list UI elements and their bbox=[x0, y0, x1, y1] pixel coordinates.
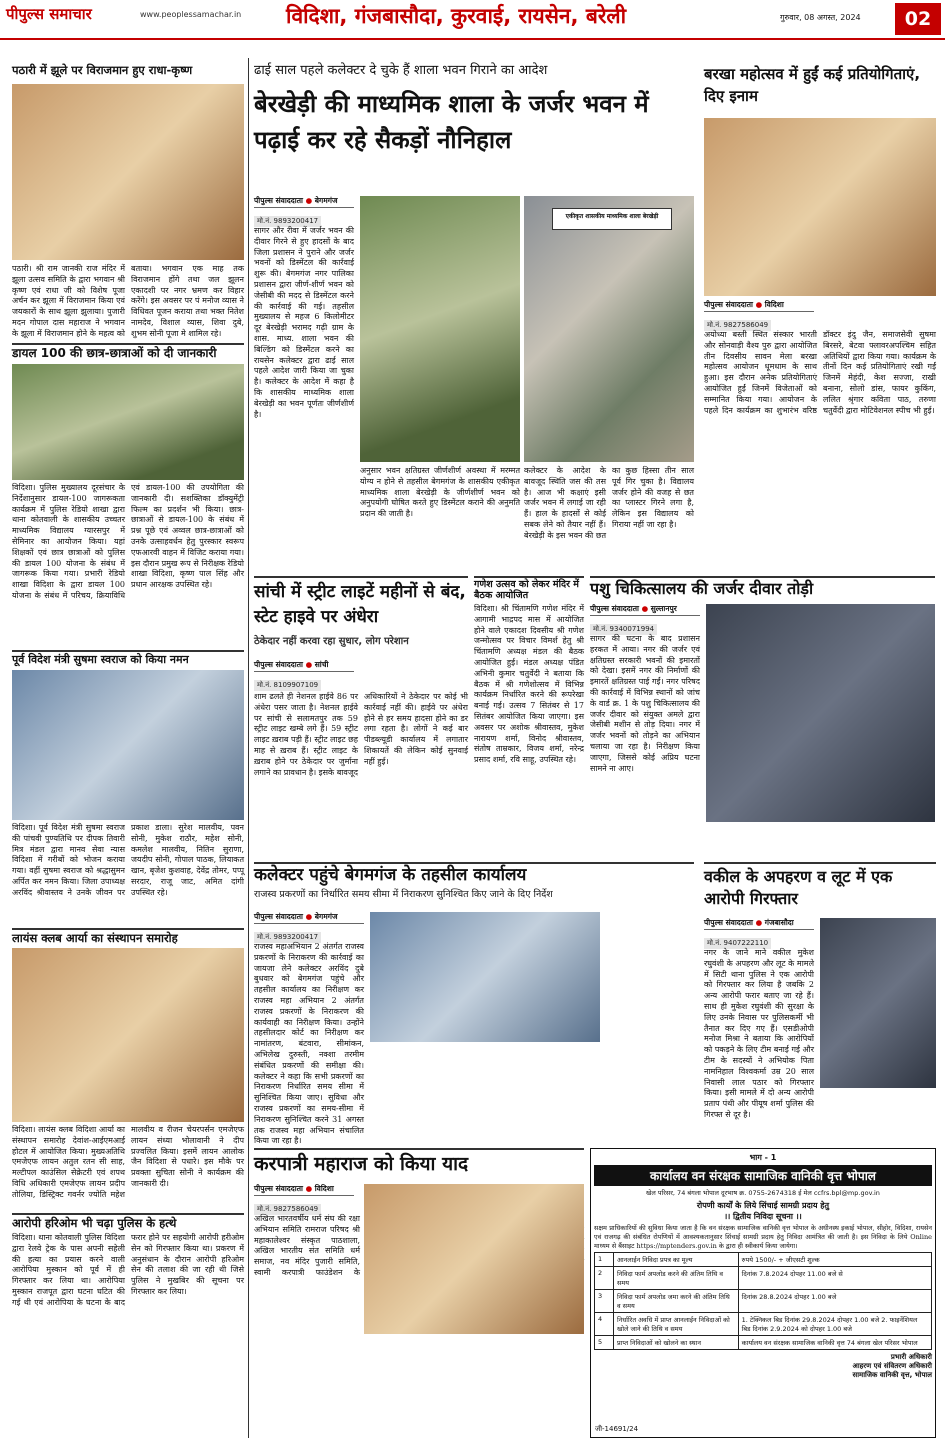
sanchi-mobile: मो.नं. 8109907109 bbox=[254, 680, 321, 691]
ganesh-body: विदिशा। श्री चिंतामणि गणेश मंदिर में आगामी भाद्रपद मास में आयोजित होने वाले एकादश दिवसीय श्री गणेश जन्मोत्सव पर विचार विमर्श हेतु श्री चिंतामणि अध्यक्ष मंडल की बैठक आयोजित हुई। मंडल अध्यक्ष पंडित अभिनी कुमार चतुर्वेदी ने बताया कि बैठक में श्री गणेशोत्सव में विभिन्न कार्यक्रम निर्धारित करने की रूपरेखा बनाई गई। उत्सव 7 सितंबर से 17 सितंबर आयोजित किया जाएगा। इस अवसर पर अशोक श्रीवास्तव, मुकेश नारायण शर्मा, विनोद श्रीवास्तव, संतोष ताम्रकार, विजय शर्मा, नरेन्द्र प्रसाद शर्मा, रवि साहू, उपस्थित रहे। bbox=[474, 604, 584, 765]
barkha-mobile: मो.नं. 9827586049 bbox=[704, 320, 771, 331]
karpatri-photo bbox=[364, 1184, 584, 1334]
edition-date: गुरुवार, 08 अगस्त, 2024 bbox=[780, 13, 861, 22]
masthead bbox=[0, 0, 945, 40]
barkha-headline: बरखा महोत्सव में हुईं कई प्रतियोगिताएं, दिए इनाम bbox=[704, 65, 921, 105]
tender-row bbox=[595, 1336, 932, 1350]
tender-row-label: निर्धारित अवधि में प्राप्त आनलाईन निविदाओं को खोले जाने की तिथि व समय bbox=[614, 1313, 739, 1336]
lead-body-2: अनुसार भवन क्षतिग्रस्त जीर्णशीर्ण अवस्था में मरम्मत योग्य न होने से तहसील बेगमगंज के शासकीय एकीकृत माध्यमिक शाला बेरखेड़ी के जीर्णशीर्ण भवन को अनुपयोगी घोषित करते हुए डिस्मेंटल कराने की अनुमति प्रदान की जाती है। bbox=[360, 466, 520, 519]
s4-headline: लायंस क्लब आर्या का संस्थापन समारोह bbox=[12, 928, 244, 945]
tender-row bbox=[595, 1267, 932, 1290]
lead-body-1: सागर और रीवा में जर्जर भवन की दीवार गिरने से हुए हादसों के बाद जिला प्रशासन ने पुराने और जर्जर भवनों को डिस्मेंटल की कार्रवाई शुरू की। बेगमगंज नगर पालिका प्रशासन द्वारा जीर्ण-शीर्ण भवन को जेसीबी की मदद से डिस्मेंटल करने की कार्रवाई की गई। तहसील मुख्यालय से महज 6 किलोमीटर दूर बेरखेड़ी भरामद गढ़ी ग्राम के शास. माध्य. शाला भवन की बिल्डिंग को डिस्मेंटल करने का रायसेन कलेक्टर द्वारा ढाई साल पहले आदेश जारी किया जा चुका है। कलेक्टर के आदेश में कहा है कि शासकीय माध्यमिक शाला बेरखेड़ी का भवन पूर्णतः जीर्णशीर्ण है। bbox=[254, 226, 354, 419]
tender-row-label: प्राप्त निविदाओं को खोलने का स्थान bbox=[614, 1336, 739, 1350]
sanchi-subhead: ठेकेदार नहीं करवा रहा सुधार, लोग परेशान bbox=[254, 636, 409, 647]
sanchi-byline-block bbox=[254, 660, 354, 691]
barkha-byline-block bbox=[704, 300, 814, 331]
tender-row-value: दिनांक 28.8.2024 दोपहर 1.00 बजे bbox=[738, 1290, 931, 1313]
tender-row bbox=[595, 1313, 932, 1336]
site-url[interactable]: www.peoplessamachar.in bbox=[140, 10, 242, 19]
tender-notice bbox=[590, 1148, 936, 1438]
barkha-body: अयोध्या बस्ती स्थित संस्कार भारती और सोनवाड़ी वैश्य पुरु द्वारा आयोजित तीन दिवसीय सावन मेला बरखा महोत्सव आयोजन धूमधाम के साथ हुआ। इस दौरान अनेक प्रतियोगिताएं आयोजित हुईं जिनमें विजेताओं को सम्मानित किया गया। आयोजन के पहले दिन कार्यक्रम का शुभारंभ वरिष्ठ डॉक्टर इंदु जैन, समाजसेवी सुषमा बिरसरे, बेटवा फ्लावरअपश्चिम सहित अतिथियों द्वारा किया गया। कार्यक्रम के तीनों दिन कई प्रतियोगिताएं रखी गईं जिनमें मेहंदी, केश सज्जा, राखी बनाना, सोलो डांस, फायर कुकिंग, ललित श्रृंगार कविता पाठ, तरुणा चतुर्वेदी द्वारा मोटिवेशनल स्पीच भी हुई। bbox=[704, 330, 936, 415]
karpatri-body: अखिल भारतवर्षीय धर्म संघ की रक्षा अभियान समिति रामराज परिषद श्री महाकालेश्वर संस्कृत पाठशाला, अखिल भारतीय संत समिति धर्म समाज, नव मंदिर पुजारी समिति, स्वामी करपात्री फाउंडेशन के bbox=[254, 1214, 360, 1277]
s1-photo-radha-krishna bbox=[12, 84, 244, 260]
tender-notice-subtitle: ।। द्वितीय निविदा सूचना ।। bbox=[724, 1212, 802, 1221]
tender-ref: जी-14691/24 bbox=[595, 1425, 639, 1433]
tender-row-value: दिनांक 7.8.2024 दोपहर 11.00 बजे से bbox=[738, 1267, 931, 1290]
tender-notice-title: रोपणी कार्यों के लिये सिंचाई सामग्री प्रदाय हेतु bbox=[696, 1201, 830, 1210]
sanchi-headline: सांची में स्ट्रीट लाइटें महीनों से बंद, स्टेट हाइवे पर अंधेरा bbox=[254, 576, 468, 629]
tender-row-number: 3 bbox=[595, 1290, 614, 1313]
lead-mobile: मो.नं. 9893200417 bbox=[254, 216, 321, 227]
tender-row-number: 1 bbox=[595, 1253, 614, 1267]
sanchi-byline: पीपुल्स संवाददाता ● सांची bbox=[254, 660, 354, 672]
barkha-byline: पीपुल्स संवाददाता ● विदिशा bbox=[704, 300, 814, 312]
lead-byline: पीपुल्स संवाददाता ● बेगमगंज bbox=[254, 196, 354, 208]
s5-body: विदिशा। थाना कोतवाली पुलिस विदिशा द्वारा रेलवे ट्रेक के पास अपनी सहेली की हत्या का प्रयास करने वाली आरोपिया मुस्कान को पूर्व में ही गिरफ्तार कर लिया था। आरोपिया मुस्कान राजपूत द्वारा घटना घटित की गई थी एवं आरोपिया के घटना के बाद फरार होने पर सहयोगी आरोपी हरीओम सेन को गिरफ्तार किया था। प्रकरण में अनुसंधान के दौरान आरोपी हरिओम सेन की तलाश की जा रही थी जिसे पुलिस ने मुखबिर की सूचना पर गिरफ्तार कर लिया। bbox=[12, 1233, 244, 1307]
karpatri-byline: पीपुल्स संवाददाता ● विदिशा bbox=[254, 1184, 354, 1196]
karpatri-byline-block bbox=[254, 1184, 354, 1215]
vakil-byline-block bbox=[704, 918, 814, 949]
tehsil-mobile: मो.नं. 9893200417 bbox=[254, 932, 321, 943]
tender-table bbox=[594, 1252, 932, 1350]
tender-row-label: निविदा फार्म अपलोड जमा करने की अंतिम तिथि व समय bbox=[614, 1290, 739, 1313]
tender-row-number: 5 bbox=[595, 1336, 614, 1350]
karpatri-mobile: मो.नं. 9827586049 bbox=[254, 1204, 321, 1215]
s4-body: विदिशा। लायंस क्लब विदिशा आर्या का संस्थापन समारोह देवांश-आईएमआई होटल में आयोजित किया। मुख्यअतिथि एमजेएफ लायन अतुल रतन सी साह, मल्टीपल काउंसिल सेक्रेटरी एवं शपथ विधि अधिकारी एमजेएफ लायन प्रदीप तोलिया, डिस्ट्रिक्ट गवर्नर ज्योति महेश मालवीय व रीजन चेयरपर्सन एमजेएफ लायन संध्या भोलावानी ने दीप प्रज्वलित किया। इसमें लायन आलोक जैन विदिशा से पधारे। इस मौके पर प्रवक्ता सुचिता सोनी ने कार्यक्रम की जानकारी दी। bbox=[12, 1125, 244, 1199]
tender-signature: प्रभारी अधिकारी आहरण एवं संवितरण अधिकारी सामाजिक वानिकी वृत्त, भोपाल bbox=[852, 1353, 932, 1380]
pashu-mobile: मो.नं. 9340071994 bbox=[590, 624, 657, 635]
sanchi-body: शाम ढलते ही नेशनल हाईवे 86 पर अंधेरा पसर जाता है। नेशनल हाईवे पर सांची से सलामतपुर तक 59 स्ट्रीट लाइट खम्बे लगे हैं। 59 स्ट्रीट लाइट ख़राब पड़ी हैं। स्ट्रीट लाइट छह माह से ख़राब हैं। स्ट्रीट लाइट के ख़राब होने पर ठेकेदार पर जुर्माना लगाने का प्रावधान है। इसके बावजूद अधिकारियों ने ठेकेदार पर कोई भी कार्रवाई नहीं की। हाईवे पर अंधेरा होने से हर समय हादसा होने का डर लगा रहता है। लोगों ने कई बार पीडब्ल्यूडी कार्यालय में लगातार शिकायतें की लेकिन कोई सुनवाई नहीं हुई। bbox=[254, 692, 468, 777]
lead-photo-school bbox=[524, 196, 694, 462]
tender-title: कार्यालय वन संरक्षक सामाजिक वानिकी वृत्त भोपाल bbox=[594, 1165, 932, 1186]
vakil-photo-police bbox=[820, 918, 936, 1088]
tender-row-value: 1. टेक्निकल बिड दिनांक 29.8.2024 दोपहर 1.00 बजे 2. फाइनेंशियल बिड दिनांक 2.9.2024 को दोपहर 1.00 बजे bbox=[738, 1313, 931, 1336]
s2-body: विदिशा। पुलिस मुख्यालय दूरसंचार के निर्देशानुसार डायल-100 जागरूकता कार्यक्रम में पुलिस रेडियो शाखा द्वारा थाना कोतवाली के शासकीय उच्चतर माध्यमिक विद्यालय ग्यारसपुर में सेमिनार का आयोजन किया। यहां शिक्षकों एवं छात्र छात्राओं को पुलिस की डायल 100 योजना के संबंध में जागरूक किया गया। प्रभारी रेडियो शाखा विदिशा के द्वारा डायल 100 योजना के संबंध में परिचय, क्रियाविधि एवं डायल-100 की उपयोगिता की जानकारी दी। सशक्तिका डॉक्युमेंट्री फिल्म का प्रदर्शन भी किया। छात्र-छात्राओं से डायल-100 के संबंध में प्रश्न पूछे एवं अव्वल छात्र-छात्राओं को उनके उत्साहवर्धन हेतु पुरस्कार स्वरूप एफआरवी वाहन में विजिट कराया गया। इस दौरान प्रमुख रूप से निरीक्षक रेडियो शाखा विदिशा, कृष्ण पाल सिंह और प्रधान आरक्षक उपस्थित रहे। bbox=[12, 483, 244, 600]
tender-row-value: रुपये 1500/- + जीएसटी शुल्क bbox=[738, 1253, 931, 1267]
pashu-photo-jcb bbox=[706, 604, 935, 822]
brand-logo: पीपुल्स समाचार bbox=[6, 5, 92, 23]
tender-row-number: 2 bbox=[595, 1267, 614, 1290]
tender-description: सक्षम प्राधिकारियों की सुविधा किया जाता है कि वन संरक्षक सामाजिक वानिकी वृत्त भोपाल के अधीनस्थ इकाई भोपाल, सीहोर, विदिशा, रायसेन एवं राजगढ़ की संबंधित रोपणियों में आवश्यकतानुसार सिंचाई सामग्री प्रदाय हेतु निविदा आमंत्रित की जाती है। इस निविदा के लिये Online माध्यम से बैंसाइट https://mptenders.gov.in के द्वारा ही स्वीकार्य किया जायेगा। bbox=[594, 1224, 932, 1250]
tehsil-photo-collector bbox=[370, 912, 600, 1042]
s1-body: पठारी। श्री राम जानकी राज मंदिर में झूला उत्सव समिति के द्वारा भगवान श्री कृष्ण एवं राधा जी को विशेष पूजा अर्चन कर झूला में विराजमान किया एवं जयकारों के साथ झूला झुलाया। पुजारी मदन गोपाल दास महाराज ने भगवान के झूला में विराजमान होने के महत्व को बताया। भगवान एक माह तक विराजमान होंगे तथा जल झूलन एकादशी पर नगर भ्रमण कर विहार करेंगे। इस अवसर पर पं मनोज व्यास ने विधिवत पूजन कराया तथा भक्त नितेश नामदेव, विशाल व्यास, शिवा दुबे, शुभम सोनी पूजा मे शामिल रहे। bbox=[12, 264, 244, 338]
pashu-headline: पशु चिकित्सालय की जर्जर दीवार तोड़ी bbox=[590, 576, 935, 598]
tender-row bbox=[595, 1290, 932, 1313]
s5-headline: आरोपी हरिओम भी चढ़ा पुलिस के हत्थे bbox=[12, 1213, 244, 1230]
vakil-mobile: मो.नं. 9407222110 bbox=[704, 938, 771, 949]
lead-photo-building bbox=[360, 196, 520, 462]
tehsil-body-extra bbox=[370, 1046, 694, 1138]
tender-address: खेल परिसर, 74 बंगला भोपाल दूरभाष क्र. 0755-2674318 ई मेल ccfrs.bpl@mp.gov.in bbox=[646, 1189, 880, 1197]
pashu-byline-block bbox=[590, 604, 700, 635]
lead-headline: बेरखेड़ी की माध्यमिक शाला के जर्जर भवन में पढ़ाई कर रहे सैकड़ों नौनिहाल bbox=[254, 90, 649, 154]
karpatri-headline: करपात्री महाराज को किया याद bbox=[254, 1148, 584, 1176]
s3-headline: पूर्व विदेश मंत्री सुषमा स्वराज को किया नमन bbox=[12, 650, 244, 667]
lead-body-3: कलेक्टर के आदेश के बावजूद स्थिति जस की तस है। आज भी कक्षाएं इसी जर्जर भवन में लगाई जा रही हैं। हाल के हादसों से कोई सबक लेने को तैयार नहीं हैं। बेरखेड़ी के इस भवन की छत का कुछ हिस्सा तीन साल पूर्व गिर चुका है। विद्यालय जर्जर होने की वजह से छत का प्लास्टर गिरने लगा है, लेकिन इस विद्यालय को गिराया नहीं जा रहा है। bbox=[524, 466, 694, 540]
page-number: 02 bbox=[895, 3, 941, 35]
vakil-headline: वकील के अपहरण व लूट में एक आरोपी गिरफ्तार bbox=[704, 862, 936, 911]
s2-photo-students bbox=[12, 364, 244, 480]
tender-row-label: निविदा फार्म अपलोड करने की अंतिम तिथि व समय bbox=[614, 1267, 739, 1290]
s1-headline: पठारी में झूले पर विराजमान हुए राधा-कृष्ण bbox=[12, 63, 193, 77]
lead-kicker: ढाई साल पहले कलेक्टर दे चुके हैं शाला भवन गिराने का आदेश bbox=[254, 63, 548, 78]
pashu-byline: पीपुल्स संवाददाता ● सुल्तानपुर bbox=[590, 604, 700, 616]
tender-row-number: 4 bbox=[595, 1313, 614, 1336]
s3-body: विदिशा। पूर्व विदेश मंत्री सुषमा स्वराज की पांचवी पुण्यतिथि पर दीपक तिवारी मित्र मंडल द्वारा मानव सेवा न्यास विदिशा में गरीबों को भोजन कराया गया। वहीं सुषमा स्वराज को श्रद्धासुमन अर्पित कर नमन किया। जिला उपाध्यक्ष अरविंद श्रीवास्तव ने उनके जीवन पर प्रकाश डाला। सुरेश मालवीय, पवन सोनी, मुकेश राठौर, महेश सोनी, कमलेश मालवीय, नितिन सुराणा, जयदीप सोनी, गोपाल पाठक, लियाकत खान, बृजेश कुशवाह, देवेंद्र तोमर, पप्पू सरदार, राजू जाट, अमित दांगी उपस्थित रहे। bbox=[12, 823, 244, 897]
tehsil-byline-block bbox=[254, 912, 364, 943]
vakil-body: नगर के जाने माने वकील मुकेश रघुवंशी के अपहरण और लूट के मामले में सिटी थाना पुलिस ने एक आरोपी को गिरफ्तार कर लिया है जबकि 2 अन्य आरोपी फरार बताए जा रहे हैं। साथ ही मुकेश रघुवंशी की सुरक्षा के लिए उनके निवास पर पुलिसकर्मी भी तैनात कर दिए गए हैं। एसडीओपी मनोज मिश्रा ने बताया कि आरोपियों को पकड़ने के लिए टीम बनाई गई और टीम के सदस्यों ने अभियोक पिता नामनिहाल विश्वकर्मा उम्र 20 साल निवासी लाल पठार को गिरफ्तार किया। इसी मामले में दो अन्य आरोपी प्रताप पंथी और पीयूष शर्मा पुलिस की गिरफ्त से दूर है। bbox=[704, 948, 814, 1119]
edition-cities: विदिशा, गंजबासौदा, कुरवाई, रायसेन, बरेली bbox=[286, 4, 627, 28]
s2-headline: डायल 100 की छात्र-छात्राओं को दी जानकारी bbox=[12, 343, 244, 361]
vakil-byline: पीपुल्स संवाददाता ● गंजबासौदा bbox=[704, 918, 814, 930]
barkha-photo bbox=[704, 118, 936, 296]
tehsil-body: राजस्व महाअभियान 2 अंतर्गत राजस्व प्रकरणों के निराकरण की कार्रवाई का जायजा लेने कलेक्टर अरविंद दुबे बुधवार को बेगमगंज पहुंचे और तहसील कार्यालय का निरीक्षण कर राजस्व महा अभियान 2 अंतर्गत राजस्व प्रकरणों के निराकरण की कार्यवाही का निरीक्षण किया। उन्होंने तहसीलदार कोर्ट का निरीक्षण कर नामांतरण, बंटवारा, सीमांकन, अभिलेख दुरुस्ती, नक्शा तरमीम संबंधित प्रकरणों की समीक्षा की। कलेक्टर ने कहा कि सभी प्रकरणों का निराकरण निर्धारित समय सीमा में सुनिश्चित किया जाए। सुविधा और राजस्व प्रकरणों का समय-सीमा में निराकरण सुनिश्चित करने 31 अगस्त तक राजस्व महा अभियान संचालित किया जा रहा है। bbox=[254, 942, 364, 1146]
s4-photo-lions-club bbox=[12, 948, 244, 1122]
tehsil-byline: पीपुल्स संवाददाता ● बेगमगंज bbox=[254, 912, 364, 924]
ganesh-headline: गणेश उत्सव को लेकर मंदिर में बैठक आयोजित bbox=[474, 576, 584, 602]
lead-byline-block bbox=[254, 196, 354, 227]
s3-photo-tribute bbox=[12, 670, 244, 820]
tender-row-value: कार्यालय वन संरक्षक सामाजिक वानिकी वृत्त 74 बंगला खेल परिसर भोपाल bbox=[738, 1336, 931, 1350]
tehsil-headline: कलेक्टर पहुंचे बेगमगंज के तहसील कार्यालय bbox=[254, 862, 694, 886]
tender-row bbox=[595, 1253, 932, 1267]
school-signboard: एकीकृत शासकीय माध्यमिक शाला बेरखेड़ी bbox=[552, 208, 672, 230]
tender-part: भाग - 1 bbox=[749, 1153, 777, 1162]
column-divider bbox=[248, 58, 249, 1438]
tehsil-subhead: राजस्व प्रकरणों का निर्धारित समय सीमा में निराकरण सुनिश्चित किए जाने के दिए निर्देश bbox=[254, 889, 553, 900]
pashu-body: सागर की घटना के बाद प्रशासन हरकत में आया। नगर की जर्जर एवं क्षतिग्रस्त सरकारी भवनों की इमारतों को देखा। इसमें नगर की निर्माणों की इमारतें क्षतिग्रस्त पाई गईं। नगर परिषद की कार्रवाई में विभिन्न स्थानों को जांच के वार्ड क्र. 1 के पशु चिकित्सालय की जर्जर दीवार को संयुक्त अमले द्वारा जेसीबी मशीन से तोड़ दिया। नगर में जर्जर भवनों को तोड़ने का अभियान चलाया जा रहा है। निरीक्षण किया जाएगा, जिससे कोई अप्रिय घटना सामने ना आए। bbox=[590, 634, 700, 773]
tender-row-label: आनलाईन निविदा प्रपत्र का मूल्य bbox=[614, 1253, 739, 1267]
